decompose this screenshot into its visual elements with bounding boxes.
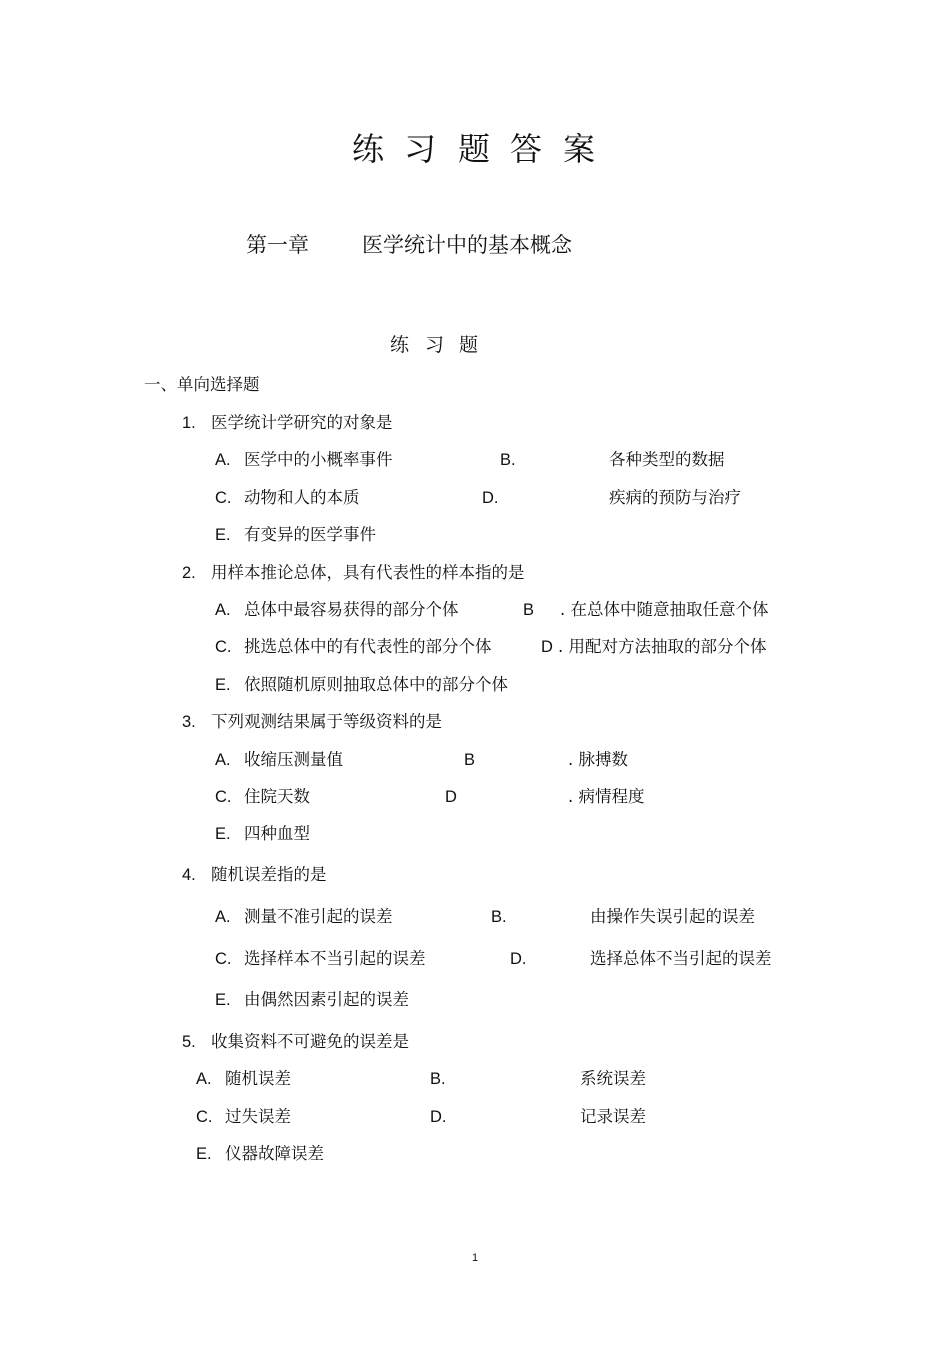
option-label: E. — [215, 676, 231, 694]
section-heading-char: 习 — [425, 334, 445, 356]
question-number: 2. — [182, 564, 196, 582]
option-text: 各种类型的数据 — [609, 450, 725, 469]
option-text: 动物和人的本质 — [244, 488, 360, 507]
option-text: 过失误差 — [225, 1107, 291, 1126]
option-label: E. — [215, 991, 231, 1009]
option-text: 疾病的预防与治疗 — [609, 488, 741, 507]
option-text: 四种血型 — [244, 824, 310, 843]
option-label: C. — [215, 950, 232, 968]
option-text: . 脉搏数 — [568, 750, 628, 769]
chapter-number: 第一章 — [246, 233, 309, 257]
option-text: 仪器故障误差 — [225, 1144, 324, 1163]
option-label: B. — [491, 908, 507, 926]
option-label: B. — [500, 451, 516, 469]
section-heading-char: 题 — [459, 334, 479, 356]
section-heading-char: 练 — [390, 334, 410, 356]
page-number: 1 — [472, 1252, 479, 1264]
option-label: A. — [215, 908, 231, 926]
option-label: B. — [430, 1070, 446, 1088]
option-label: C. — [215, 489, 232, 507]
option-text: 由偶然因素引起的误差 — [244, 990, 409, 1009]
option-text: 住院天数 — [244, 787, 310, 806]
option-label: D — [445, 788, 457, 806]
option-label: A. — [215, 751, 231, 769]
option-label: B — [523, 601, 535, 619]
question-stem: 随机误差指的是 — [211, 865, 327, 884]
doc-title-char: 答 — [510, 130, 543, 168]
option-text: 收缩压测量值 — [244, 750, 343, 769]
option-label: B — [464, 751, 476, 769]
option-label: D. — [510, 950, 527, 968]
question-stem: 用样本推论总体，具有代表性的样本指的是 — [211, 563, 525, 582]
option-text: 有变异的医学事件 — [244, 525, 376, 544]
question-stem: 收集资料不可避免的误差是 — [211, 1032, 409, 1051]
option-text: 由操作失误引起的误差 — [590, 907, 755, 926]
doc-title-char: 练 — [352, 130, 385, 168]
option-text: . 用配对方法抽取的部分个体 — [558, 637, 767, 656]
option-label: D. — [430, 1108, 447, 1126]
doc-title-char: 习 — [404, 130, 437, 168]
option-text: 挑选总体中的有代表性的部分个体 — [244, 637, 492, 656]
doc-title-char: 题 — [458, 130, 491, 168]
question-number: 1. — [182, 414, 196, 432]
option-text: 医学中的小概率事件 — [244, 450, 393, 469]
option-text: 选择总体不当引起的误差 — [590, 949, 772, 968]
option-text: 选择样本不当引起的误差 — [244, 949, 426, 968]
option-text: 测量不准引起的误差 — [244, 907, 393, 926]
option-label: C. — [215, 788, 232, 806]
question-stem: 医学统计学研究的对象是 — [211, 413, 393, 432]
option-label: C. — [196, 1108, 213, 1126]
chapter-name: 医学统计中的基本概念 — [362, 233, 572, 257]
option-label: C. — [215, 638, 232, 656]
doc-title-char: 案 — [563, 130, 596, 168]
part-heading: 一、单向选择题 — [144, 375, 260, 394]
option-label: A. — [215, 601, 231, 619]
question-number: 3. — [182, 713, 196, 731]
option-label: E. — [215, 526, 231, 544]
option-text: 系统误差 — [580, 1069, 646, 1088]
option-label: A. — [196, 1070, 212, 1088]
option-label: D — [541, 638, 553, 656]
option-text: 记录误差 — [580, 1107, 646, 1126]
option-label: A. — [215, 451, 231, 469]
option-text: . 病情程度 — [568, 787, 645, 806]
option-label: E. — [215, 825, 231, 843]
question-number: 5. — [182, 1033, 196, 1051]
option-text: 总体中最容易获得的部分个体 — [244, 600, 459, 619]
option-label: D. — [482, 489, 499, 507]
option-text: 依照随机原则抽取总体中的部分个体 — [244, 675, 508, 694]
option-text: 随机误差 — [225, 1069, 291, 1088]
option-label: E. — [196, 1145, 212, 1163]
question-number: 4. — [182, 866, 196, 884]
question-stem: 下列观测结果属于等级资料的是 — [211, 712, 442, 731]
option-text: . 在总体中随意抽取任意个体 — [560, 600, 769, 619]
